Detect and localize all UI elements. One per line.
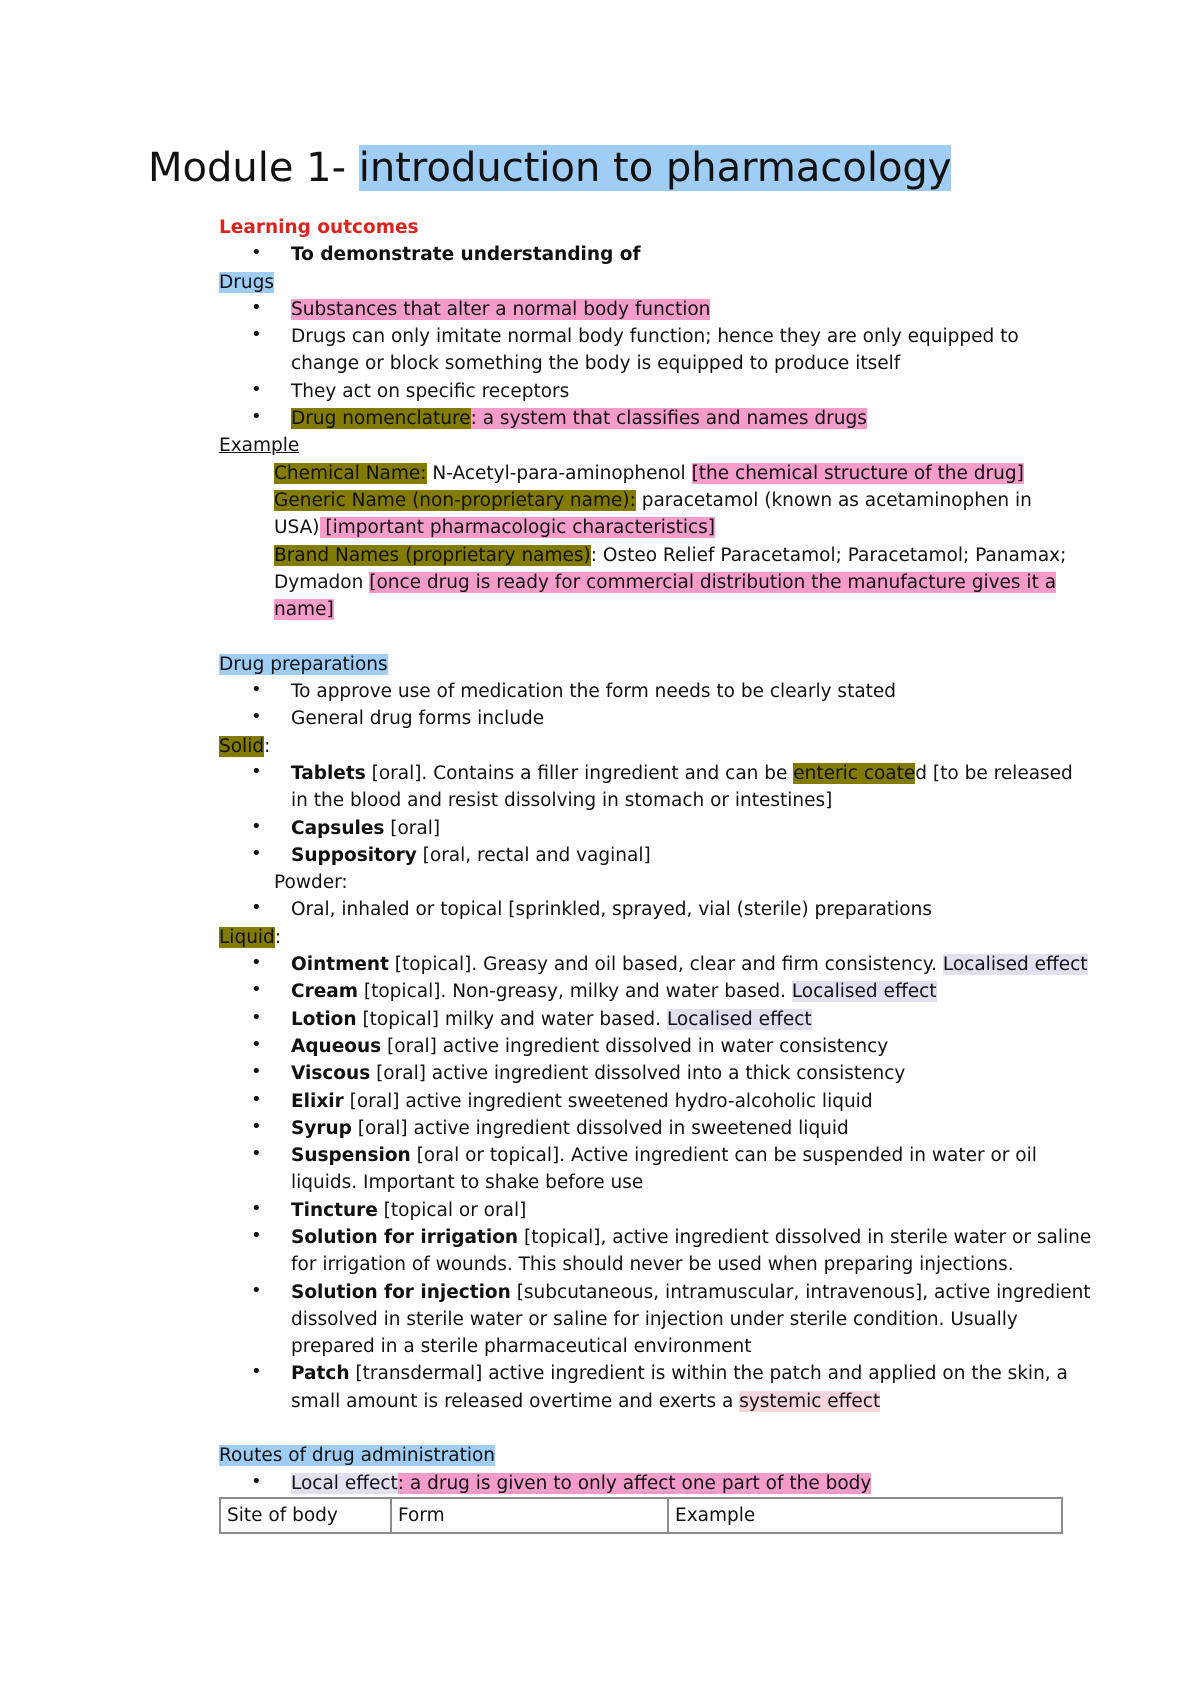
spacer [219, 1415, 1089, 1442]
table-header-row [220, 1498, 1062, 1533]
list-item-continuation [219, 787, 1089, 814]
routes-heading [219, 1442, 1089, 1469]
form-description: [oral] [384, 817, 441, 839]
preparations-item-text: General drug forms include [291, 708, 545, 730]
list-item [219, 1033, 1089, 1060]
generic-name-note: [important pharmacologic characteristics] [319, 517, 716, 539]
list-item [219, 296, 1089, 323]
brand-names-value: : Osteo Relief Paracetamol; Paracetamol; Panamax; [590, 544, 1067, 566]
drugs-item-text: change or block something the body is equipped to produce itself [291, 353, 901, 375]
list-item [219, 241, 1089, 268]
list-item [219, 1224, 1092, 1251]
nomenclature-term: Drug nomenclature [291, 408, 471, 430]
form-name: Cream [291, 981, 359, 1003]
list-item [219, 1197, 1089, 1224]
outcome-text: To demonstrate understanding of [291, 244, 641, 266]
list-item [219, 378, 1089, 405]
form-description: [oral]. Contains a filler ingredient and can be [365, 762, 794, 784]
local-effect-definition: : a drug is given to only affect one part of the body [397, 1472, 872, 1494]
list-item [219, 1360, 1089, 1387]
liquid-heading-colon: : [274, 926, 282, 948]
localised-effect-highlight: Localised effect [942, 954, 1088, 976]
liquid-heading-text: Liquid [219, 926, 275, 948]
example-heading [219, 432, 1089, 459]
generic-name-line-2 [219, 514, 1089, 541]
generic-name-label: Generic Name (non-proprietary name): [274, 489, 636, 511]
form-description: Oral, inhaled or topical [sprinkled, sprayed, vial (sterile) preparations [291, 899, 932, 921]
title-prefix: Module 1- [148, 145, 359, 191]
form-description: [oral, rectal and vaginal] [416, 844, 651, 866]
list-item [219, 1470, 1089, 1497]
form-description: d [to be released [915, 762, 1073, 784]
chemical-name-label: Chemical Name: [274, 462, 427, 484]
form-description: liquids. Important to shake before use [291, 1172, 644, 1194]
localised-effect-highlight: Localised effect [666, 1008, 812, 1030]
table-header-cell: Form [391, 1498, 668, 1533]
generic-name-value: USA) [274, 517, 320, 539]
list-item [219, 951, 1089, 978]
learning-outcomes-heading [219, 214, 1089, 241]
form-name: Syrup [291, 1117, 352, 1139]
brand-names-line [219, 542, 1089, 569]
localised-effect-highlight: Localised effect [791, 981, 937, 1003]
systemic-effect-highlight: systemic effect [739, 1390, 881, 1412]
solid-heading-colon: : [264, 735, 271, 757]
form-description: [oral] active ingredient dissolved in sweetened liquid [351, 1117, 849, 1139]
form-name: Solution for irrigation [291, 1226, 519, 1248]
preparations-heading-text: Drug preparations [219, 653, 388, 675]
form-name: Capsules [291, 817, 385, 839]
routes-table [219, 1497, 1063, 1534]
brand-names-line-2 [219, 569, 1089, 596]
form-description: prepared in a sterile pharmaceutical environment [291, 1336, 752, 1358]
brand-names-note: [once drug is ready for commercial distribution the manufacture gives it a [369, 571, 1057, 593]
list-item [219, 705, 1089, 732]
enteric-coated-highlight: enteric coate [793, 762, 916, 784]
preparations-item-text: To approve use of medication the form needs to be clearly stated [291, 681, 897, 703]
chemical-name-note: [the chemical structure of the drug] [691, 462, 1024, 484]
learning-outcomes-heading-text: Learning outcomes [219, 217, 419, 238]
powder-label-line [219, 869, 1089, 896]
form-name: Elixir [291, 1090, 344, 1112]
list-item-continuation [219, 1251, 1089, 1278]
title-highlight: introduction to pharmacology [358, 145, 952, 191]
list-item-continuation [219, 1306, 1089, 1333]
list-item [219, 842, 1089, 869]
list-item [219, 1115, 1089, 1142]
form-name: Suspension [291, 1145, 411, 1167]
list-item [219, 978, 1089, 1005]
document-body [219, 214, 1092, 1497]
brand-names-line-3 [219, 596, 1089, 623]
form-description: [subcutaneous, intramuscular, intravenous], active ingredient [510, 1281, 1091, 1303]
list-item-continuation [219, 1169, 1089, 1196]
brand-names-label: Brand Names (proprietary names) [274, 544, 591, 566]
form-description: dissolved in sterile water or saline for injection under sterile condition. Usually [291, 1308, 1018, 1330]
form-description: [topical or oral] [377, 1199, 527, 1221]
liquid-heading [219, 924, 1089, 951]
form-description: [transdermal] active ingredient is within the patch and applied on the skin, a [349, 1363, 1068, 1385]
drugs-item-text: Substances that alter a normal body function [291, 298, 711, 320]
form-name: Tablets [291, 762, 366, 784]
list-item [219, 405, 1089, 432]
form-name: Solution for injection [291, 1281, 511, 1303]
form-description: [topical]. Non-greasy, milky and water based. [358, 981, 792, 1003]
generic-name-value: paracetamol (known as acetaminophen in [635, 489, 1032, 511]
form-name: Suppository [291, 844, 417, 866]
form-description: for irrigation of wounds. This should never be used when preparing injections. [291, 1254, 1014, 1276]
drugs-item-text: Drugs can only imitate normal body function; hence they are only equipped to [291, 326, 1019, 348]
example-heading-text: Example [219, 435, 300, 457]
form-description: [topical], active ingredient dissolved in sterile water or saline [518, 1226, 1092, 1248]
solid-heading [219, 733, 1089, 760]
chemical-name-value: N-Acetyl-para-aminophenol [426, 462, 692, 484]
drugs-heading-text: Drugs [219, 271, 274, 293]
routes-heading-text: Routes of drug administration [219, 1445, 496, 1467]
powder-label: Powder: [274, 872, 348, 894]
form-name: Ointment [291, 954, 389, 976]
form-name: Tincture [291, 1199, 378, 1221]
list-item [219, 323, 1089, 350]
form-description: [oral] active ingredient dissolved in water consistency [381, 1035, 889, 1057]
preparations-heading [219, 651, 1089, 678]
list-item [219, 815, 1089, 842]
form-name: Lotion [291, 1008, 357, 1030]
drugs-heading [219, 269, 1089, 296]
form-description: [topical] milky and water based. [356, 1008, 667, 1030]
local-effect-label: Local effect [291, 1472, 398, 1494]
list-item [219, 1142, 1089, 1169]
solid-heading-text: Solid [219, 735, 265, 757]
form-name: Aqueous [291, 1035, 382, 1057]
table-header-cell: Example [668, 1498, 1062, 1533]
chemical-name-line [219, 460, 1089, 487]
drugs-item-text: They act on specific receptors [291, 380, 570, 402]
form-description: [oral] active ingredient dissolved into a thick consistency [370, 1063, 906, 1085]
nomenclature-definition: : a system that classifies and names drugs [470, 408, 867, 430]
form-description: [topical]. Greasy and oil based, clear and firm consistency. [388, 954, 943, 976]
spacer [219, 623, 1089, 650]
form-name: Patch [291, 1363, 350, 1385]
brand-names-value: Dymadon [274, 571, 370, 593]
list-item [219, 1060, 1089, 1087]
form-description: small amount is released overtime and exerts a [291, 1390, 740, 1412]
brand-names-note: name] [274, 599, 334, 621]
form-description: [oral] active ingredient sweetened hydro-alcoholic liquid [343, 1090, 873, 1112]
page-title [148, 140, 951, 196]
form-description: in the blood and resist dissolving in stomach or intestines] [291, 790, 833, 812]
list-item [219, 896, 1089, 923]
form-description: [oral or topical]. Active ingredient can be suspended in water or oil [410, 1145, 1037, 1167]
list-item [219, 1279, 1089, 1306]
table-header-cell: Site of body [220, 1498, 391, 1533]
list-item-continuation [219, 1388, 1089, 1415]
list-item [219, 1088, 1089, 1115]
form-name: Viscous [291, 1063, 371, 1085]
list-item [219, 678, 1089, 705]
generic-name-line [219, 487, 1089, 514]
list-item [219, 760, 1089, 787]
list-item-continuation [219, 1333, 1089, 1360]
list-item [219, 1006, 1089, 1033]
list-item-continuation [219, 350, 1089, 377]
